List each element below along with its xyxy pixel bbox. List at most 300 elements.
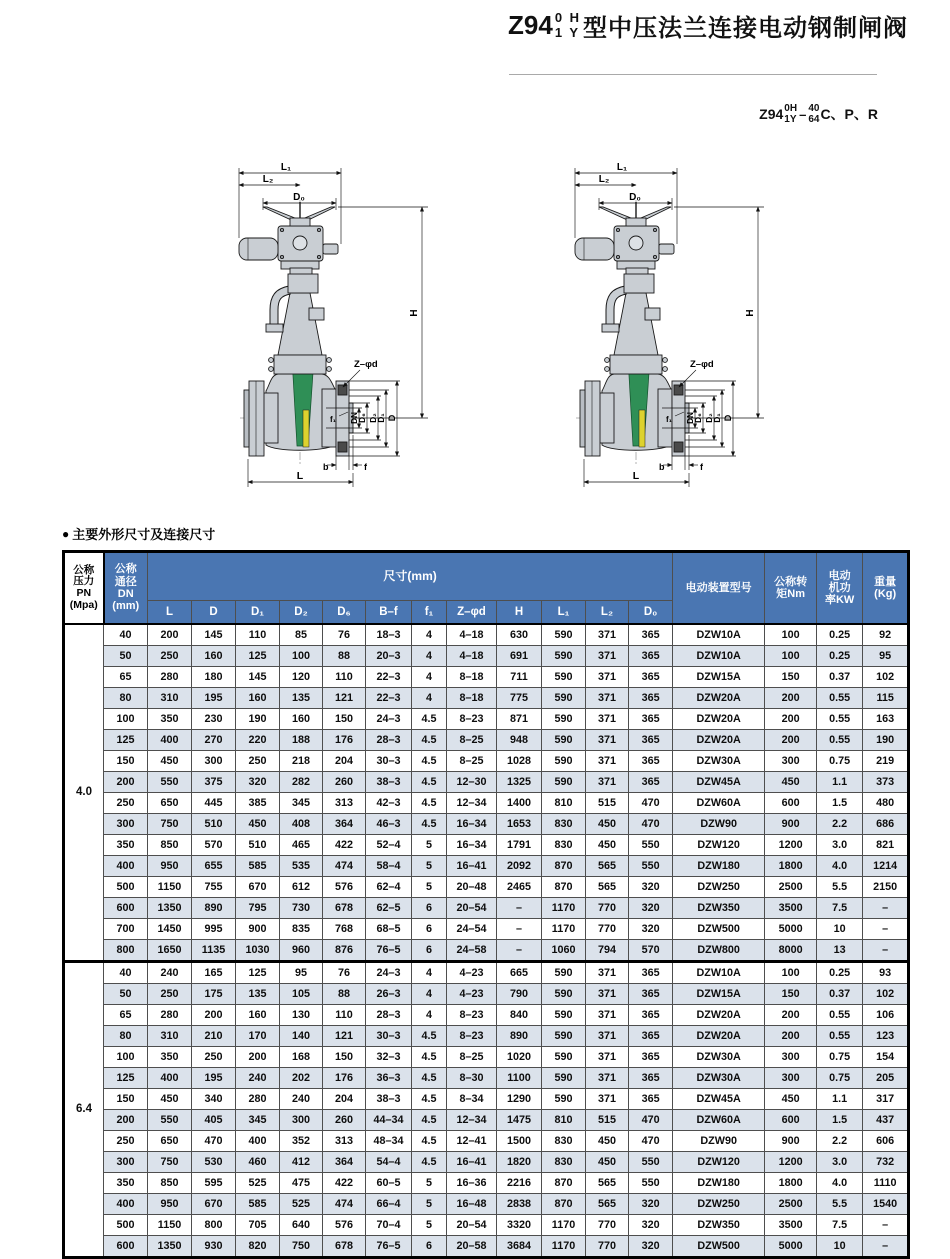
table-row <box>64 1236 909 1258</box>
d2-cell: 140 <box>280 1026 323 1047</box>
l2-cell: 371 <box>586 1068 629 1089</box>
b-f-cell: 18–3 <box>366 624 412 646</box>
l-cell: 550 <box>148 1110 192 1131</box>
b-f-cell: 22–3 <box>366 667 412 688</box>
d6-cell: 678 <box>323 898 366 919</box>
h-cell: 790 <box>497 984 542 1005</box>
pn-value: 6.4 <box>64 962 104 1258</box>
h-cell: 2838 <box>497 1194 542 1215</box>
l1-cell: 1170 <box>542 898 586 919</box>
h-cell: 1020 <box>497 1047 542 1068</box>
device-model-cell: DZW180 <box>673 856 765 877</box>
device-model-cell: DZW180 <box>673 1173 765 1194</box>
d-cell: 210 <box>192 1026 236 1047</box>
d-cell: 230 <box>192 709 236 730</box>
torque-cell: 200 <box>765 730 817 751</box>
d0-cell: 365 <box>629 772 673 793</box>
l-cell: 850 <box>148 835 192 856</box>
d2-cell: 202 <box>280 1068 323 1089</box>
l-cell: 650 <box>148 793 192 814</box>
device-model-cell: DZW20A <box>673 688 765 709</box>
d0-cell: 570 <box>629 940 673 962</box>
l2-cell: 371 <box>586 1047 629 1068</box>
dn-cell: 600 <box>104 1236 148 1258</box>
dn-cell: 40 <box>104 962 148 984</box>
d1-cell: 170 <box>236 1026 280 1047</box>
z-phid-cell: 4–18 <box>447 624 497 646</box>
torque-cell: 8000 <box>765 940 817 962</box>
pn-value: 4.0 <box>64 624 104 962</box>
d0-cell: 365 <box>629 667 673 688</box>
d1-cell: 135 <box>236 984 280 1005</box>
table-row <box>64 1194 909 1215</box>
weight-cell: 123 <box>863 1026 909 1047</box>
l2-cell: 794 <box>586 940 629 962</box>
b-f-cell: 38–3 <box>366 1089 412 1110</box>
z-phid-cell: 4–18 <box>447 646 497 667</box>
dn-cell: 200 <box>104 1110 148 1131</box>
torque-cell: 2500 <box>765 877 817 898</box>
l1-cell: 870 <box>542 877 586 898</box>
d-cell: 180 <box>192 667 236 688</box>
l-cell: 280 <box>148 1005 192 1026</box>
table-row <box>64 1173 909 1194</box>
dn-cell: 500 <box>104 1215 148 1236</box>
h-cell: 3684 <box>497 1236 542 1258</box>
weight-cell: – <box>863 1215 909 1236</box>
weight-cell: – <box>863 919 909 940</box>
weight-cell: 190 <box>863 730 909 751</box>
dn-cell: 80 <box>104 688 148 709</box>
weight-cell: – <box>863 898 909 919</box>
z-phid-cell: 16–41 <box>447 1152 497 1173</box>
device-model-cell: DZW120 <box>673 1152 765 1173</box>
d-cell: 670 <box>192 1194 236 1215</box>
d0-cell: 320 <box>629 1236 673 1258</box>
torque-cell: 450 <box>765 772 817 793</box>
weight-cell: 1110 <box>863 1173 909 1194</box>
torque-cell: 5000 <box>765 1236 817 1258</box>
d6-cell: 422 <box>323 835 366 856</box>
table-row <box>64 624 909 646</box>
f1-cell: 5 <box>412 1173 447 1194</box>
d0-cell: 320 <box>629 919 673 940</box>
d6-cell: 678 <box>323 1236 366 1258</box>
d6-cell: 260 <box>323 772 366 793</box>
l1-cell: 590 <box>542 1005 586 1026</box>
torque-cell: 450 <box>765 1089 817 1110</box>
weight-cell: 154 <box>863 1047 909 1068</box>
l-cell: 1150 <box>148 877 192 898</box>
d-cell: 145 <box>192 624 236 646</box>
col-header-L: L <box>148 601 192 625</box>
d2-cell: 282 <box>280 772 323 793</box>
motor-power-cell: 0.75 <box>817 1047 863 1068</box>
dn-cell: 80 <box>104 1026 148 1047</box>
d-cell: 1135 <box>192 940 236 962</box>
device-model-cell: DZW250 <box>673 1194 765 1215</box>
h-cell: 1500 <box>497 1131 542 1152</box>
z-phid-cell: 8–23 <box>447 1026 497 1047</box>
d1-cell: 145 <box>236 667 280 688</box>
table-row <box>64 709 909 730</box>
h-cell: 1653 <box>497 814 542 835</box>
d0-cell: 470 <box>629 814 673 835</box>
motor-power-cell: 10 <box>817 1236 863 1258</box>
motor-power-cell: 0.55 <box>817 730 863 751</box>
d6-cell: 176 <box>323 730 366 751</box>
z-phid-cell: 8–23 <box>447 1005 497 1026</box>
table-row <box>64 1005 909 1026</box>
dn-cell: 400 <box>104 1194 148 1215</box>
table-row <box>64 667 909 688</box>
device-model-cell: DZW60A <box>673 1110 765 1131</box>
valve-drawing-right <box>562 160 852 508</box>
d-cell: 375 <box>192 772 236 793</box>
l1-cell: 810 <box>542 793 586 814</box>
l1-cell: 870 <box>542 856 586 877</box>
d0-cell: 365 <box>629 1068 673 1089</box>
weight-cell: 102 <box>863 667 909 688</box>
z-phid-cell: 16–41 <box>447 856 497 877</box>
motor-power-cell: 0.55 <box>817 1026 863 1047</box>
d0-cell: 365 <box>629 688 673 709</box>
z-phid-cell: 8–34 <box>447 1089 497 1110</box>
z-phid-cell: 8–18 <box>447 688 497 709</box>
weight-cell: 115 <box>863 688 909 709</box>
dn-cell: 250 <box>104 1131 148 1152</box>
d2-cell: 160 <box>280 709 323 730</box>
l-cell: 950 <box>148 1194 192 1215</box>
motor-power-cell: 0.75 <box>817 751 863 772</box>
table-header <box>64 552 909 625</box>
d1-cell: 460 <box>236 1152 280 1173</box>
d0-cell: 365 <box>629 624 673 646</box>
torque-cell: 1800 <box>765 856 817 877</box>
l-cell: 1450 <box>148 919 192 940</box>
d-cell: 195 <box>192 1068 236 1089</box>
d0-cell: 470 <box>629 1131 673 1152</box>
l2-cell: 565 <box>586 856 629 877</box>
table-row <box>64 1131 909 1152</box>
dn-cell: 100 <box>104 709 148 730</box>
model-stack1-bottom: 1Y <box>784 114 797 125</box>
d-cell: 340 <box>192 1089 236 1110</box>
d2-cell: 640 <box>280 1215 323 1236</box>
b-f-cell: 46–3 <box>366 814 412 835</box>
table-row <box>64 1215 909 1236</box>
d0-cell: 365 <box>629 984 673 1005</box>
h-cell: 1791 <box>497 835 542 856</box>
motor-power-cell: 7.5 <box>817 1215 863 1236</box>
f1-cell: 5 <box>412 856 447 877</box>
device-model-cell: DZW20A <box>673 709 765 730</box>
motor-power-cell: 1.5 <box>817 793 863 814</box>
d-cell: 930 <box>192 1236 236 1258</box>
dn-cell: 500 <box>104 877 148 898</box>
h-cell: 1100 <box>497 1068 542 1089</box>
d-cell: 160 <box>192 646 236 667</box>
l2-cell: 371 <box>586 667 629 688</box>
model-stack-2 <box>807 103 820 125</box>
col-header-device: 电动装置型号 <box>673 552 765 625</box>
h-cell: 1475 <box>497 1110 542 1131</box>
d2-cell: 135 <box>280 688 323 709</box>
z-phid-cell: 16–34 <box>447 814 497 835</box>
f1-cell: 4 <box>412 688 447 709</box>
z-phid-cell: 8–25 <box>447 730 497 751</box>
dn-cell: 300 <box>104 814 148 835</box>
model-stack-1 <box>783 103 798 125</box>
l-cell: 1150 <box>148 1215 192 1236</box>
f1-cell: 4.5 <box>412 1110 447 1131</box>
d6-cell: 364 <box>323 814 366 835</box>
torque-cell: 900 <box>765 814 817 835</box>
h-cell: 1400 <box>497 793 542 814</box>
d2-cell: 240 <box>280 1089 323 1110</box>
l2-cell: 770 <box>586 1236 629 1258</box>
torque-cell: 1200 <box>765 835 817 856</box>
device-model-cell: DZW10A <box>673 624 765 646</box>
d2-cell: 120 <box>280 667 323 688</box>
d1-cell: 345 <box>236 1110 280 1131</box>
d1-cell: 585 <box>236 856 280 877</box>
title-model-prefix: Z94 <box>508 10 553 40</box>
l1-cell: 590 <box>542 984 586 1005</box>
d2-cell: 188 <box>280 730 323 751</box>
table-row <box>64 1110 909 1131</box>
table-row <box>64 1026 909 1047</box>
d-cell: 250 <box>192 1047 236 1068</box>
device-model-cell: DZW20A <box>673 730 765 751</box>
torque-cell: 2500 <box>765 1194 817 1215</box>
l1-cell: 590 <box>542 772 586 793</box>
d0-cell: 320 <box>629 1194 673 1215</box>
f1-cell: 4.5 <box>412 772 447 793</box>
d-cell: 165 <box>192 962 236 984</box>
l-cell: 850 <box>148 1173 192 1194</box>
b-f-cell: 62–4 <box>366 877 412 898</box>
table-row <box>64 919 909 940</box>
d1-cell: 125 <box>236 646 280 667</box>
z-phid-cell: 8–23 <box>447 709 497 730</box>
f1-cell: 4 <box>412 624 447 646</box>
d0-cell: 550 <box>629 835 673 856</box>
d1-cell: 190 <box>236 709 280 730</box>
weight-cell: 606 <box>863 1131 909 1152</box>
model-dash: – <box>799 106 807 122</box>
torque-cell: 200 <box>765 1026 817 1047</box>
d1-cell: 110 <box>236 624 280 646</box>
torque-cell: 300 <box>765 751 817 772</box>
b-f-cell: 48–34 <box>366 1131 412 1152</box>
f1-cell: 4.5 <box>412 751 447 772</box>
d1-cell: 160 <box>236 688 280 709</box>
l-cell: 450 <box>148 751 192 772</box>
l1-cell: 590 <box>542 730 586 751</box>
b-f-cell: 68–5 <box>366 919 412 940</box>
d2-cell: 352 <box>280 1131 323 1152</box>
d6-cell: 364 <box>323 1152 366 1173</box>
table-row <box>64 814 909 835</box>
d0-cell: 365 <box>629 751 673 772</box>
dn-cell: 350 <box>104 835 148 856</box>
z-phid-cell: 12–30 <box>447 772 497 793</box>
d2-cell: 525 <box>280 1194 323 1215</box>
b-f-cell: 28–3 <box>366 1005 412 1026</box>
f1-cell: 4 <box>412 646 447 667</box>
motor-power-cell: 3.0 <box>817 835 863 856</box>
device-model-cell: DZW15A <box>673 667 765 688</box>
f1-cell: 6 <box>412 940 447 962</box>
weight-cell: 480 <box>863 793 909 814</box>
d2-cell: 300 <box>280 1110 323 1131</box>
col-header-L1: L₁ <box>542 601 586 625</box>
z-phid-cell: 24–54 <box>447 919 497 940</box>
l2-cell: 770 <box>586 919 629 940</box>
d2-cell: 475 <box>280 1173 323 1194</box>
d1-cell: 200 <box>236 1047 280 1068</box>
torque-cell: 5000 <box>765 919 817 940</box>
d6-cell: 876 <box>323 940 366 962</box>
weight-cell: 95 <box>863 646 909 667</box>
f1-cell: 5 <box>412 1194 447 1215</box>
model-stack2-top: 40 <box>808 103 820 114</box>
model-prefix: Z94 <box>759 106 784 122</box>
d0-cell: 320 <box>629 1215 673 1236</box>
device-model-cell: DZW30A <box>673 1047 765 1068</box>
f1-cell: 6 <box>412 898 447 919</box>
weight-cell: 317 <box>863 1089 909 1110</box>
l1-cell: 870 <box>542 1173 586 1194</box>
l2-cell: 770 <box>586 1215 629 1236</box>
l-cell: 1650 <box>148 940 192 962</box>
motor-power-cell: 7.5 <box>817 898 863 919</box>
torque-cell: 900 <box>765 1131 817 1152</box>
motor-power-cell: 2.2 <box>817 814 863 835</box>
f1-cell: 4.5 <box>412 730 447 751</box>
z-phid-cell: 4–23 <box>447 962 497 984</box>
d0-cell: 320 <box>629 898 673 919</box>
d6-cell: 422 <box>323 1173 366 1194</box>
dn-cell: 300 <box>104 1152 148 1173</box>
d2-cell: 105 <box>280 984 323 1005</box>
d-cell: 405 <box>192 1110 236 1131</box>
device-model-cell: DZW90 <box>673 814 765 835</box>
l1-cell: 830 <box>542 1152 586 1173</box>
z-phid-cell: 20–58 <box>447 1236 497 1258</box>
device-model-cell: DZW350 <box>673 1215 765 1236</box>
dn-cell: 150 <box>104 1089 148 1110</box>
weight-cell: 106 <box>863 1005 909 1026</box>
weight-cell: 163 <box>863 709 909 730</box>
l1-cell: 810 <box>542 1110 586 1131</box>
table-row <box>64 1047 909 1068</box>
l-cell: 200 <box>148 624 192 646</box>
d-cell: 510 <box>192 814 236 835</box>
d-cell: 755 <box>192 877 236 898</box>
motor-power-cell: 0.37 <box>817 984 863 1005</box>
d6-cell: 576 <box>323 877 366 898</box>
l2-cell: 371 <box>586 646 629 667</box>
h-cell: 2216 <box>497 1173 542 1194</box>
l2-cell: 371 <box>586 624 629 646</box>
table-row <box>64 898 909 919</box>
d1-cell: 385 <box>236 793 280 814</box>
d6-cell: 176 <box>323 1068 366 1089</box>
motor-power-cell: 0.75 <box>817 1068 863 1089</box>
weight-cell: 732 <box>863 1152 909 1173</box>
h-cell: 1325 <box>497 772 542 793</box>
weight-cell: 373 <box>863 772 909 793</box>
section-heading <box>62 524 215 543</box>
h-cell: – <box>497 940 542 962</box>
weight-cell: – <box>863 1236 909 1258</box>
col-header-D: D <box>192 601 236 625</box>
model-stack1-top: 0H <box>784 103 798 114</box>
f1-cell: 6 <box>412 919 447 940</box>
table-row <box>64 962 909 984</box>
motor-power-cell: 0.25 <box>817 962 863 984</box>
d1-cell: 400 <box>236 1131 280 1152</box>
l1-cell: 590 <box>542 688 586 709</box>
b-f-cell: 76–5 <box>366 1236 412 1258</box>
d2-cell: 85 <box>280 624 323 646</box>
d2-cell: 168 <box>280 1047 323 1068</box>
dn-cell: 800 <box>104 940 148 962</box>
motor-power-cell: 1.1 <box>817 1089 863 1110</box>
table-row <box>64 940 909 962</box>
l2-cell: 371 <box>586 751 629 772</box>
d2-cell: 960 <box>280 940 323 962</box>
l-cell: 350 <box>148 1047 192 1068</box>
l1-cell: 590 <box>542 646 586 667</box>
device-model-cell: DZW10A <box>673 646 765 667</box>
l-cell: 240 <box>148 962 192 984</box>
motor-power-cell: 0.55 <box>817 1005 863 1026</box>
l1-cell: 590 <box>542 624 586 646</box>
b-f-cell: 22–3 <box>366 688 412 709</box>
d6-cell: 576 <box>323 1215 366 1236</box>
l2-cell: 371 <box>586 1005 629 1026</box>
d0-cell: 365 <box>629 730 673 751</box>
d2-cell: 535 <box>280 856 323 877</box>
device-model-cell: DZW10A <box>673 962 765 984</box>
table-row <box>64 688 909 709</box>
b-f-cell: 52–4 <box>366 835 412 856</box>
table-body <box>64 624 909 1258</box>
d6-cell: 88 <box>323 646 366 667</box>
table-row <box>64 1068 909 1089</box>
d1-cell: 1030 <box>236 940 280 962</box>
h-cell: 948 <box>497 730 542 751</box>
d1-cell: 240 <box>236 1068 280 1089</box>
d2-cell: 218 <box>280 751 323 772</box>
col-header-D1: D₁ <box>236 601 280 625</box>
weight-cell: 219 <box>863 751 909 772</box>
d2-cell: 730 <box>280 898 323 919</box>
l1-cell: 1170 <box>542 1215 586 1236</box>
motor-power-cell: 2.2 <box>817 1131 863 1152</box>
l2-cell: 371 <box>586 772 629 793</box>
b-f-cell: 20–3 <box>366 646 412 667</box>
d0-cell: 365 <box>629 1005 673 1026</box>
l1-cell: 1060 <box>542 940 586 962</box>
l1-cell: 830 <box>542 1131 586 1152</box>
model-suffix: C、P、R <box>820 106 878 122</box>
device-model-cell: DZW45A <box>673 1089 765 1110</box>
weight-cell: 1540 <box>863 1194 909 1215</box>
